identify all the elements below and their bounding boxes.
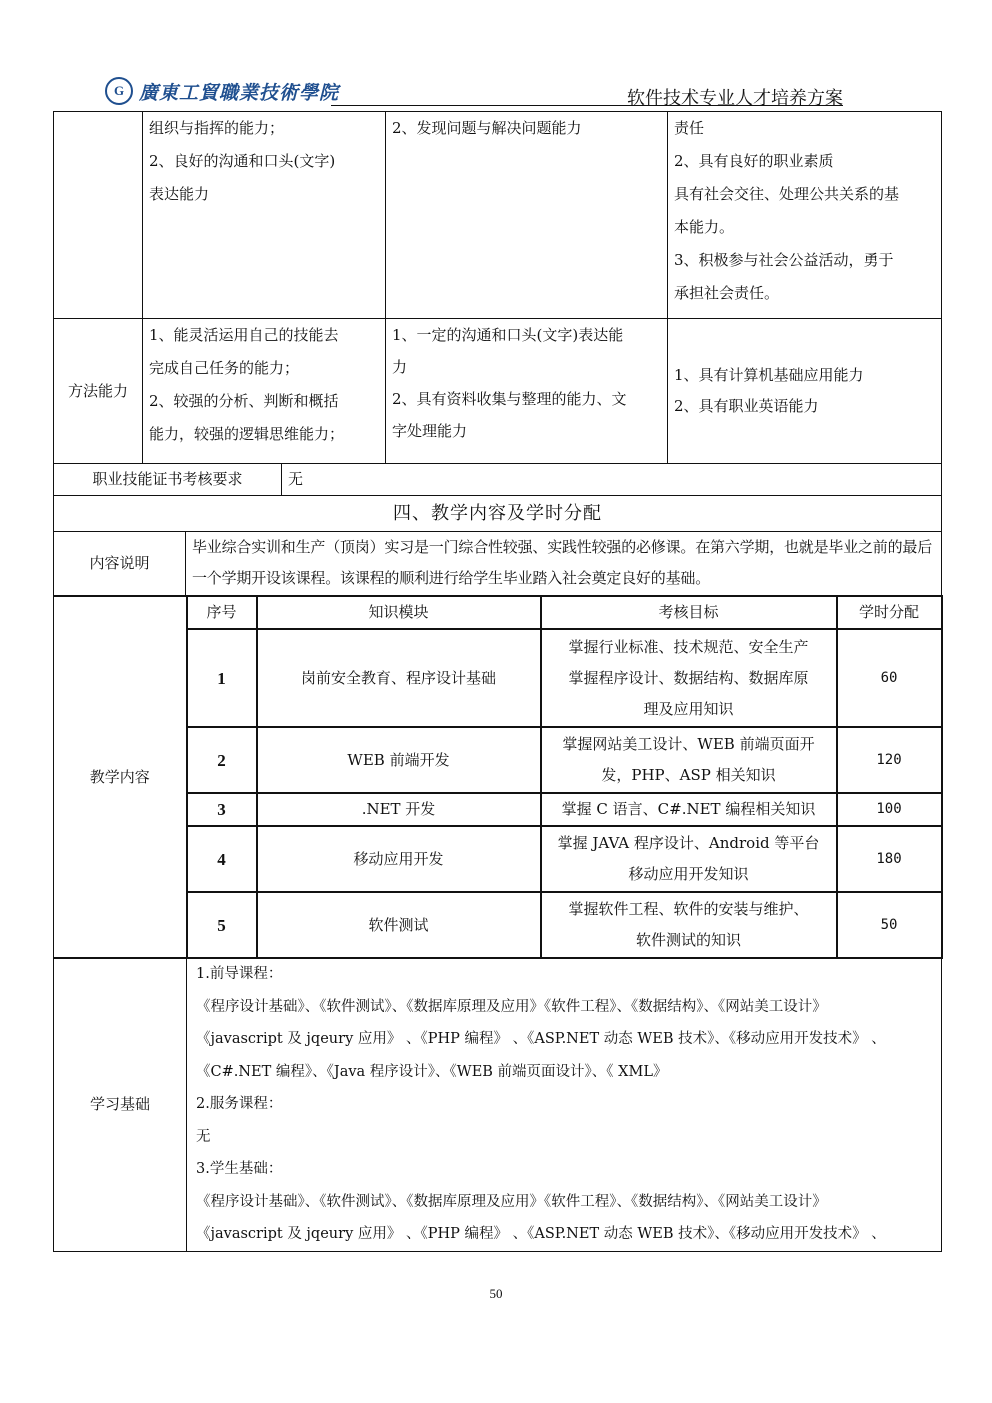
text-line: 3、积极参与社会公益活动，勇于 [674,251,894,269]
content-desc-label: 内容说明 [54,532,186,596]
teaching-content-table [53,595,943,959]
row-hours: 50 [837,892,942,958]
text-line: 2、具有良好的职业素质 [674,152,834,170]
ability-row-method [54,319,942,464]
header-no: 序号 [187,596,257,629]
content-desc-text: 毕业综合实训和生产（顶岗）实习是一门综合性较强、实践性较强的必修课。在第六学期，也就是毕业之前的最后一个学期开设该课程。该课程的顺利进行给学生毕业踏入社会奠定良好的基础。 [186,532,942,596]
learning-basis-label: 学习基础 [54,958,187,1252]
text-line: 1、具有计算机基础应用能力 [674,366,864,384]
row-goal [541,793,837,826]
text-line: 组织与指挥的能力； [149,119,285,137]
row-no: 5 [187,892,257,958]
learning-basis-row [54,958,942,1252]
text-line: 掌握软件工程、软件的安装与维护、 [568,900,809,918]
row-goal [541,826,837,892]
content-row [54,629,942,727]
text-line: 2、较强的分析、判断和概括 [149,392,339,410]
row-module: WEB 前端开发 [257,727,541,793]
text-line: 字处理能力 [392,422,468,440]
page-number: 50 [489,1286,503,1301]
row-no: 2 [187,727,257,793]
ability-table [53,111,942,464]
method-ability-label: 方法能力 [54,319,143,464]
content-row [54,892,942,958]
text-line: 无 [196,1128,211,1145]
ability-label-empty [54,112,143,319]
text-line: 具有社会交往、处理公共关系的基 [674,185,900,203]
learning-basis-content [187,958,942,1252]
ability-row-continued [54,112,942,319]
row-goal [541,629,837,727]
row-hours: 60 [837,629,942,727]
text-line: 责任 [674,119,705,137]
row-no: 1 [187,629,257,727]
school-logo [105,76,339,106]
method-col2 [143,319,386,464]
content-desc-row [54,532,942,596]
cert-row [54,464,942,496]
section-title-row [54,496,942,532]
row-module: 软件测试 [257,892,541,958]
text-line: 软件测试的知识 [635,931,741,949]
method-col3 [386,319,668,464]
ability-col2-cont [143,112,386,319]
header-module: 知识模块 [257,596,541,629]
text-line: 《程序设计基础》、《软件测试》、《数据库原理及应用》《软件工程》、《数据结构》、《网站美工设计》 [196,998,827,1015]
text-line: 移动应用开发知识 [628,865,749,883]
row-module: .NET 开发 [257,793,541,826]
row-module: 岗前安全教育、程序设计基础 [257,629,541,727]
content-row [54,826,942,892]
row-hours: 180 [837,826,942,892]
text-line: 1、一定的沟通和口头(文字)表达能 [392,326,624,344]
text-line: 发，PHP、ASP 相关知识 [601,766,776,784]
text-line: 《程序设计基础》、《软件测试》、《数据库原理及应用》《软件工程》、《数据结构》、《网站美工设计》 [196,1193,827,1210]
page-header [105,76,843,109]
text-line: 掌握行业标准、技术规范、安全生产 [568,637,809,656]
row-hours: 100 [837,793,942,826]
row-no: 3 [187,793,257,826]
row-goal [541,892,837,958]
text-line: 2、发现问题与解决问题能力 [392,119,582,137]
text-line: 2.服务课程： [196,1096,283,1112]
text-line: 承担社会责任。 [674,284,780,302]
text-line: 理及应用知识 [643,699,734,718]
cert-label: 职业技能证书考核要求 [54,464,282,496]
text-line: 《javascript 及 jqeury 应用》 、《PHP 编程》 、《ASP.NET 动态 WEB 技术》、《移动应用开发技术》 、 [196,1226,886,1242]
content-row [54,793,942,826]
header-goal: 考核目标 [541,596,837,629]
text-line: 1.前导课程： [196,966,283,982]
row-module: 移动应用开发 [257,826,541,892]
text-line: 能力，较强的逻辑思维能力； [149,425,345,443]
school-emblem-icon: G [105,77,133,105]
content-row [54,727,942,793]
text-line: 2、良好的沟通和口头(文字) [149,152,336,170]
text-line: 2、具有职业英语能力 [674,397,819,415]
text-line: 3.学生基础： [196,1161,283,1177]
text-line: 2、具有资料收集与整理的能力、文 [392,390,627,408]
text-line: 完成自己任务的能力； [149,359,300,377]
header-hours: 学时分配 [837,596,942,629]
document-title: 软件技术专业人才培养方案 [627,88,843,109]
learning-basis-table [53,957,942,1252]
text-line: 《C#.NET 编程》、《Java 程序设计》、《WEB 前端页面设计》、《 XML》 [196,1063,668,1080]
teaching-content-label: 教学内容 [54,596,187,958]
text-line: 掌握 JAVA 程序设计、Android 等平台 [557,834,820,852]
ability-col3-cont [386,112,668,319]
text-line: 1、能灵活运用自己的技能去 [149,326,339,344]
text-line: 力 [392,358,408,376]
text-line: 表达能力 [149,185,210,203]
text-line: 掌握 C 语言、C#.NET 编程相关知识 [561,800,816,818]
cert-section-table [53,463,942,596]
ability-col4-cont [668,112,942,319]
method-col4 [668,319,942,464]
text-line: 《javascript 及 jqeury 应用》 、《PHP 编程》 、《ASP.NET 动态 WEB 技术》、《移动应用开发技术》 、 [196,1031,886,1047]
text-line: 掌握程序设计、数据结构、数据库原 [568,668,809,687]
row-no: 4 [187,826,257,892]
section-title: 四、教学内容及学时分配 [54,496,942,532]
school-name: 廣東工貿職業技術學院 [139,81,340,104]
cert-value: 无 [282,464,942,496]
content-header-row [54,596,942,629]
text-line: 掌握网站美工设计、WEB 前端页面开 [562,735,815,753]
row-goal [541,727,837,793]
row-hours: 120 [837,727,942,793]
text-line: 本能力。 [674,218,735,236]
